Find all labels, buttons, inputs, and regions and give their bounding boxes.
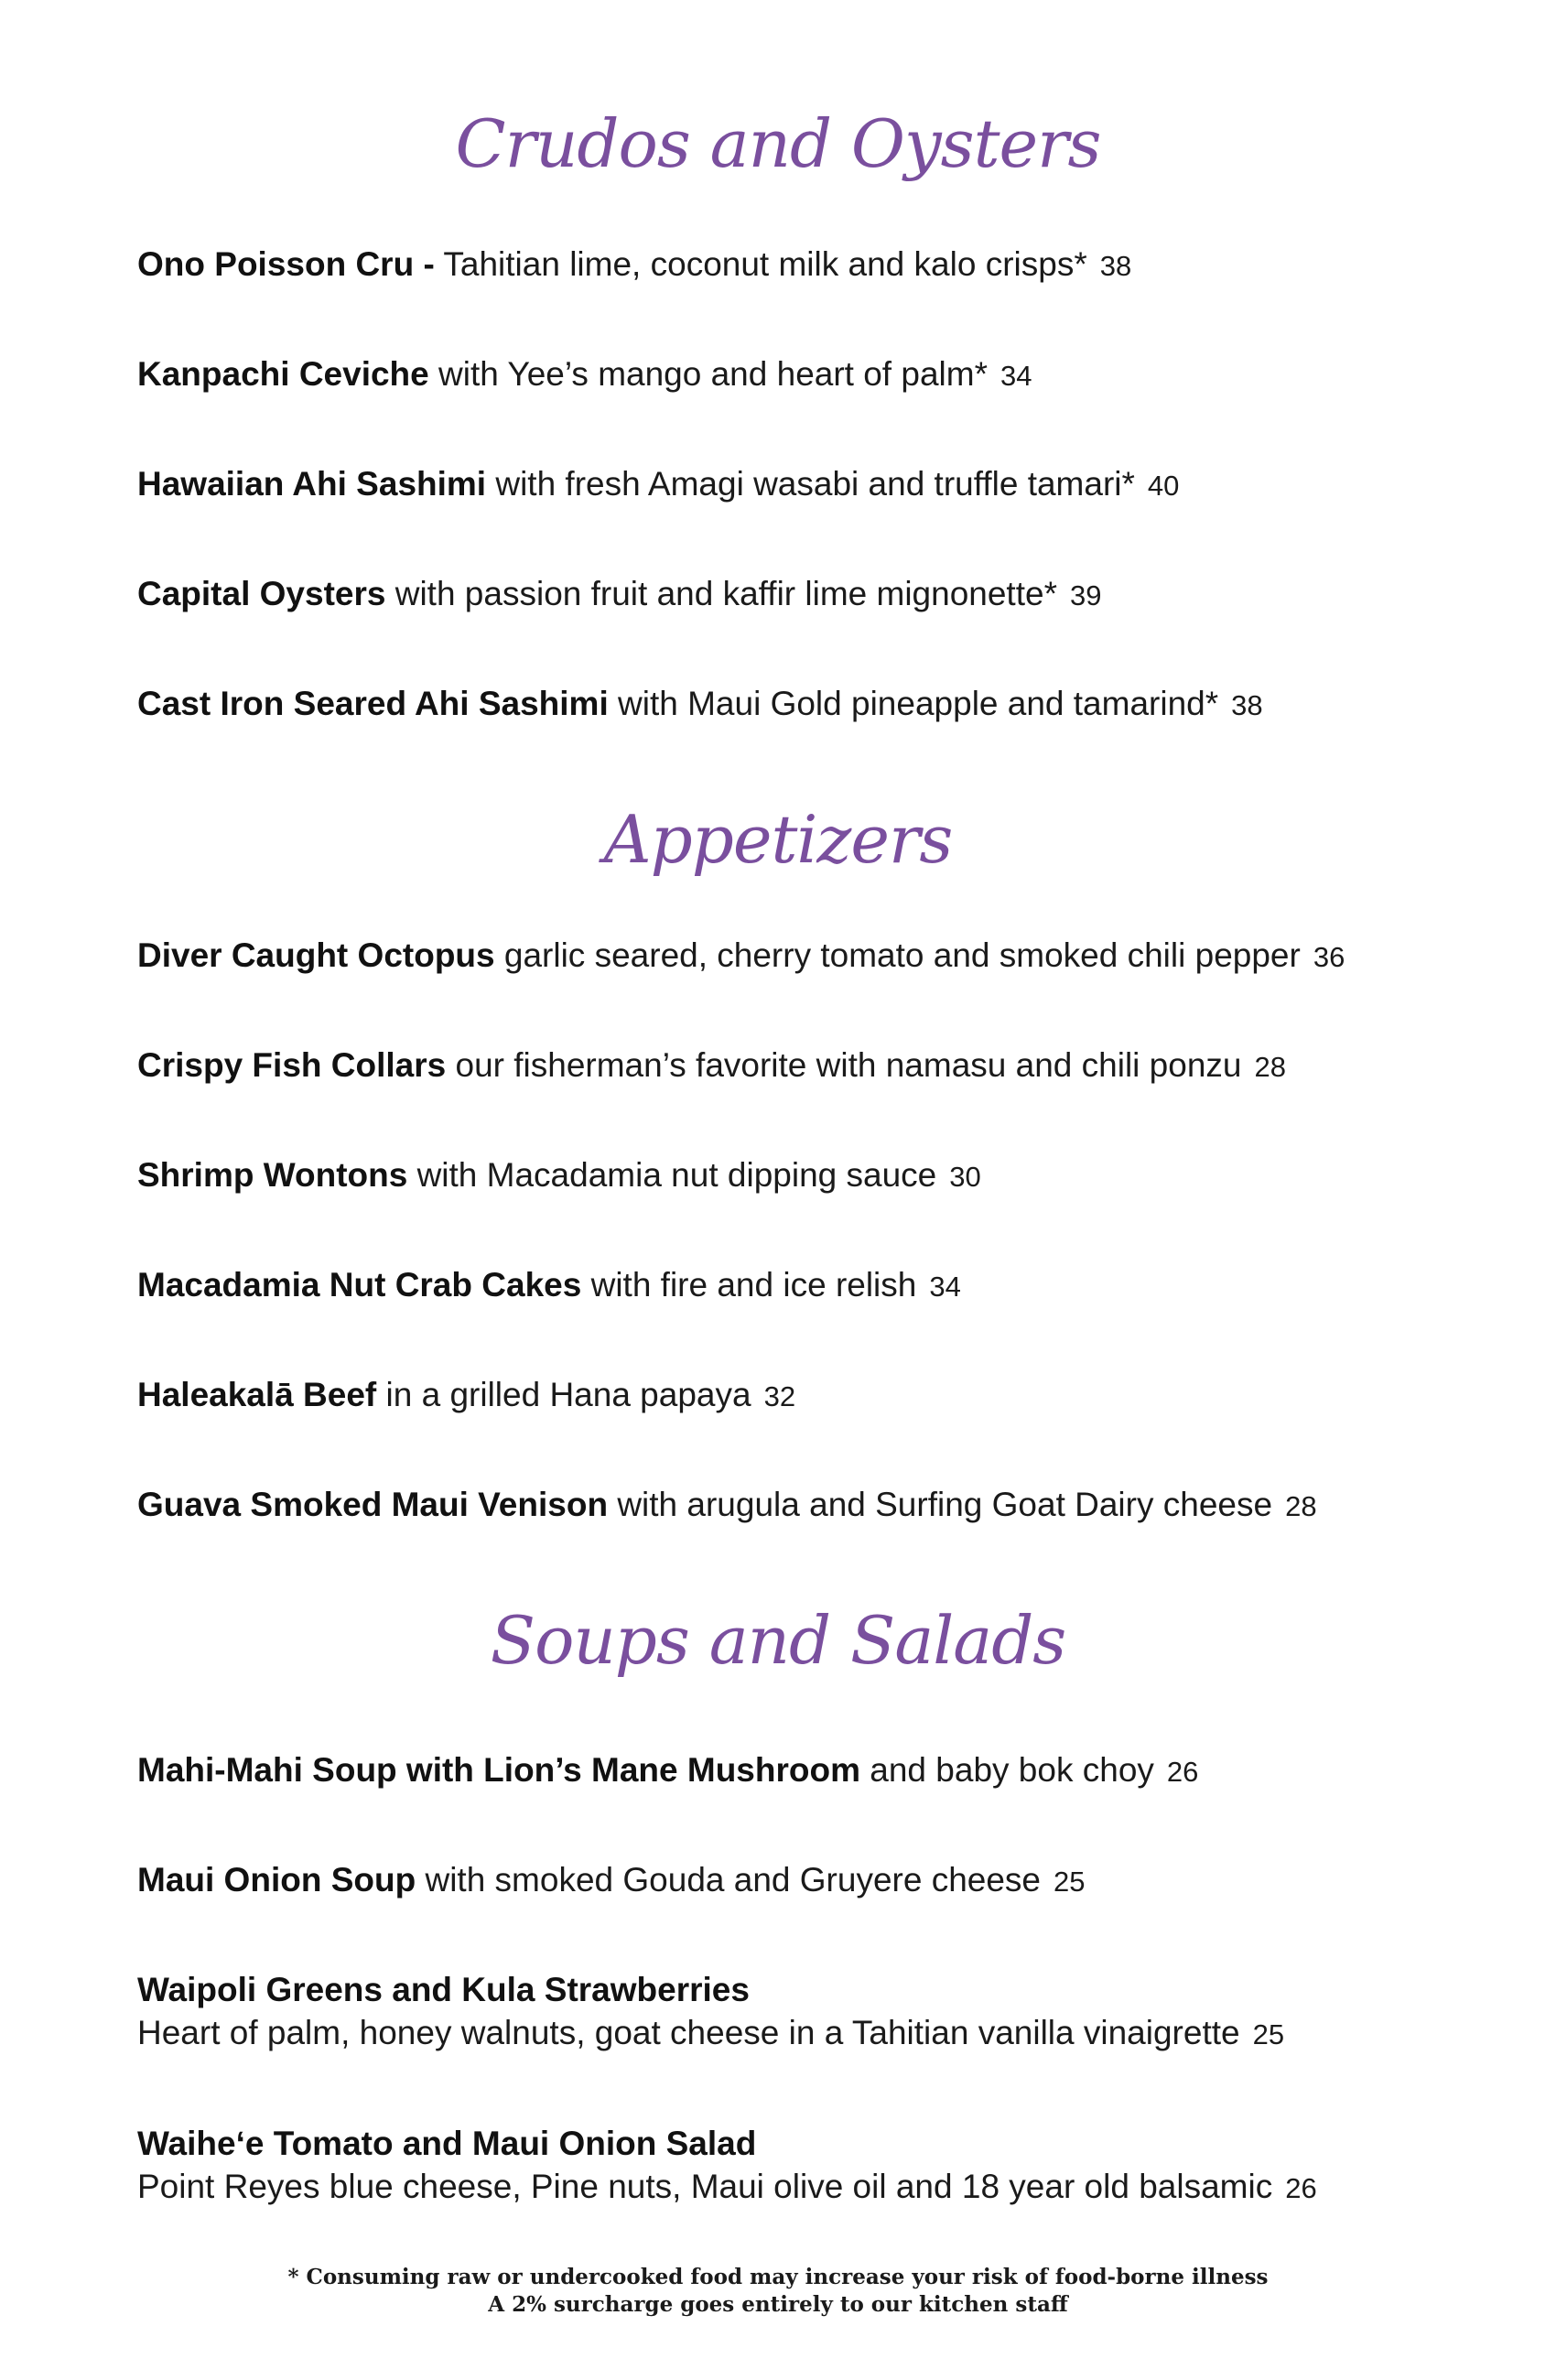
item-description: with Yee’s mango and heart of palm* (438, 355, 988, 393)
item-price: 28 (1285, 1490, 1317, 1522)
item-name: Guava Smoked Maui Venison (137, 1486, 609, 1523)
item-description: and baby bok choy (870, 1751, 1154, 1789)
item-price: 34 (1000, 360, 1032, 392)
item-price: 38 (1099, 250, 1132, 282)
item-name: Crispy Fish Collars (137, 1046, 447, 1084)
item-name: Cast Iron Seared Ahi Sashimi (137, 685, 609, 722)
item-description: Point Reyes blue cheese, Pine nuts, Maui olive oil and 18 year old balsamic (137, 2168, 1273, 2205)
menu-item (137, 243, 1455, 288)
menu-item (137, 1748, 1455, 1794)
item-description: with arugula and Surfing Goat Dairy cheese (617, 1486, 1273, 1523)
item-description: Tahitian lime, coconut milk and kalo crisps* (443, 245, 1087, 283)
footer-disclaimer: * Consuming raw or undercooked food may increase your risk of food-borne illness (287, 2265, 1269, 2289)
item-description: with fire and ice relish (590, 1266, 917, 1304)
item-price: 34 (929, 1271, 961, 1303)
menu-item (137, 1373, 1455, 1419)
section-heading-crudos: Crudos and Oysters (455, 105, 1101, 182)
item-price: 36 (1313, 941, 1345, 973)
menu-item-title (137, 1968, 1455, 2012)
section-heading-soups-salads: Soups and Salads (490, 1602, 1066, 1679)
item-description: our fisherman’s favorite with namasu and chili ponzu (455, 1046, 1242, 1084)
menu-item-detail (137, 2011, 1284, 2057)
item-name: Macadamia Nut Crab Cakes (137, 1266, 582, 1304)
menu-item (137, 1263, 1455, 1309)
item-description: with fresh Amagi wasabi and truffle tamari* (495, 465, 1135, 503)
item-description: with smoked Gouda and Gruyere cheese (425, 1861, 1042, 1899)
item-name: Haleakalā Beef (137, 1376, 377, 1413)
menu-item (137, 1044, 1455, 1089)
item-name: Hawaiian Ahi Sashimi (137, 465, 487, 503)
item-name: Kanpachi Ceviche (137, 355, 429, 393)
item-description: with passion fruit and kaffir lime mignonette* (394, 575, 1057, 612)
menu-item (137, 1858, 1455, 1904)
item-description: with Maui Gold pineapple and tamarind* (618, 685, 1219, 722)
item-description: garlic seared, cherry tomato and smoked chili pepper (503, 936, 1301, 974)
item-price: 30 (949, 1161, 981, 1193)
item-price: 39 (1069, 579, 1102, 611)
item-name: Diver Caught Octopus (137, 936, 495, 974)
item-description: in a grilled Hana papaya (385, 1376, 751, 1413)
item-name: Capital Oysters (137, 575, 386, 612)
item-name: Waihe‘e Tomato and Maui Onion Salad (137, 2125, 757, 2162)
item-name: Waipoli Greens and Kula Strawberries (137, 1971, 750, 2008)
item-price: 26 (1166, 1756, 1199, 1788)
footer-surcharge-note: A 2% surcharge goes entirely to our kitchen staff (488, 2292, 1068, 2317)
item-price: 25 (1252, 2018, 1285, 2050)
item-price: 32 (763, 1380, 796, 1412)
menu-item-detail (137, 2165, 1317, 2211)
menu-item (137, 462, 1455, 508)
menu-item (137, 934, 1455, 979)
item-description: with Macadamia nut dipping sauce (416, 1156, 937, 1194)
item-name: Ono Poisson Cru - (137, 245, 435, 283)
menu-item (137, 1483, 1455, 1529)
item-name: Shrimp Wontons (137, 1156, 408, 1194)
item-price: 26 (1285, 2172, 1317, 2204)
section-heading-appetizers: Appetizers (603, 801, 953, 878)
item-price: 25 (1054, 1866, 1086, 1898)
menu-item (137, 682, 1455, 728)
menu-item (137, 1153, 1455, 1199)
item-price: 28 (1254, 1051, 1286, 1083)
item-name: Mahi-Mahi Soup with Lion’s Mane Mushroom (137, 1751, 860, 1789)
item-description: Heart of palm, honey walnuts, goat cheese in a Tahitian vanilla vinaigrette (137, 2014, 1240, 2051)
menu-item-title (137, 2122, 1455, 2166)
item-price: 40 (1147, 470, 1180, 502)
item-price: 38 (1231, 689, 1263, 721)
item-name: Maui Onion Soup (137, 1861, 416, 1899)
menu-item (137, 352, 1455, 398)
menu-item (137, 572, 1455, 618)
